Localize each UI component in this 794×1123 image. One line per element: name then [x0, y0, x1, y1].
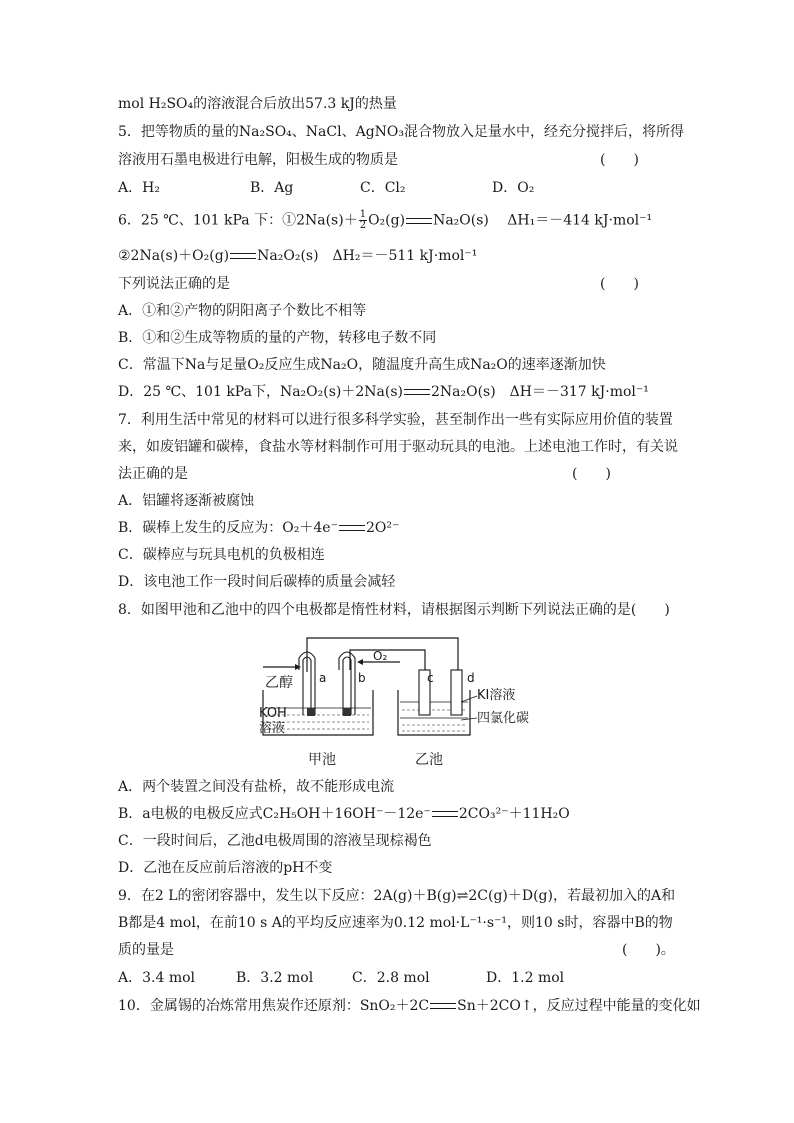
eq2-left: ②2Na(s)＋O₂(g) [118, 248, 230, 264]
question-9-stem-cont: B都是4 mol，在前10 s A的平均反应速率为0.12 mol·L⁻¹·s⁻¹，则10 s时，容器中B的物 [118, 915, 673, 931]
leader-line [461, 696, 477, 702]
label-d: d [467, 671, 475, 685]
equals-sign-icon [339, 525, 365, 531]
option-c: C．2.8 mol [352, 970, 430, 986]
option-b-right: 2CO₃²⁻＋11H₂O [458, 806, 570, 822]
fraction [359, 210, 367, 231]
label-ccl4: 四氯化碳 [477, 711, 530, 726]
label-a: a [319, 671, 327, 685]
option-c: C．Cl₂ [360, 180, 406, 196]
q10-right: Sn＋2CO↑，反应过程中能量的变化如 [457, 998, 701, 1014]
option-d-left: D．25 ℃、101 kPa下，Na₂O₂(s)＋2Na(s) [118, 384, 403, 400]
option-b [118, 804, 570, 824]
fraction-denominator: 2 [359, 220, 367, 231]
answer-blank: ( )。 [622, 942, 675, 958]
option-a: A．3.4 mol [118, 970, 196, 986]
option-d: D．O₂ [492, 180, 535, 196]
question-6-eq2 [118, 246, 477, 266]
equals-sign-icon [432, 811, 458, 817]
label-koh: KOH [259, 706, 287, 721]
option-d: D．该电池工作一段时间后碳棒的质量会减轻 [118, 574, 396, 590]
question-7-stem-end: 法正确的是 [118, 466, 188, 482]
option-d: D．乙池在反应前后溶液的pH不变 [118, 860, 333, 876]
eq2-right: Na₂O₂(s) ΔH₂＝－511 kJ·mol⁻¹ [257, 248, 478, 264]
label-ethanol: 乙醇 [265, 675, 293, 691]
question-10-stem [118, 996, 701, 1016]
question-6-stem [118, 210, 652, 231]
question-6-prompt: 下列说法正确的是 [118, 276, 230, 292]
q6-pre: 6．25 ℃、101 kPa 下：①2Na(s)＋ [118, 212, 358, 229]
option-c: C．常温下Na与足量O₂反应生成Na₂O，随温度升高生成Na₂O的速率逐渐加快 [118, 357, 606, 373]
option-a: A．两个装置之间没有盐桥，故不能形成电流 [118, 779, 395, 795]
label-oxygen: O₂ [373, 649, 388, 663]
option-b-right: 2O²⁻ [365, 520, 400, 536]
option-a: A．铝罐将逐渐被腐蚀 [118, 493, 255, 509]
electrode-b [339, 652, 355, 716]
equals-sign-icon [230, 253, 256, 259]
question-7-stem: 7．利用生活中常见的材料可以进行很多科学实验，甚至制作出一些有实际应用价值的装置 [118, 412, 673, 428]
option-a: A．①和②产物的阴阳离子个数比不相等 [118, 303, 367, 319]
option-b-left: B．碳棒上发生的反应为：O₂＋4e⁻ [118, 520, 338, 536]
option-a: A．H₂ [118, 180, 160, 196]
question-9-stem-end: 质的量是 [118, 942, 174, 958]
answer-blank: ( ) [600, 276, 639, 292]
label-b: b [358, 671, 366, 685]
q6-mid: O₂(g) [368, 212, 406, 229]
option-b: B．3.2 mol [236, 970, 314, 986]
label-ki: KI溶液 [477, 688, 516, 703]
option-b [118, 518, 399, 538]
arrow-head-icon [357, 659, 363, 665]
arrow-head-icon [295, 664, 301, 670]
equals-sign-icon [406, 218, 432, 224]
option-b: B．Ag [250, 180, 294, 196]
label-yi: 乙池 [415, 752, 443, 768]
answer-blank: ( ) [600, 152, 639, 168]
label-solution: 溶液 [259, 721, 286, 736]
option-b-left: B．a电极的电极反应式C₂H₅OH＋16OH⁻－12e⁻ [118, 806, 431, 822]
electrode-d [451, 670, 462, 715]
answer-blank: ( ) [572, 466, 611, 482]
label-c: c [427, 671, 434, 685]
electrolysis-diagram [255, 630, 555, 775]
text-line: mol H₂SO₄的溶液混合后放出57.3 kJ的热量 [118, 96, 397, 112]
question-9-stem: 9．在2 L的密闭容器中，发生以下反应：2A(g)＋B(g)⇌2C(g)＋D(g)，若最初加入的A和 [118, 888, 676, 904]
option-b: B．①和②生成等物质的量的产物，转移电子数不同 [118, 330, 437, 346]
question-5-stem-cont: 溶液用石墨电极进行电解，阳极生成的物质是 [118, 152, 398, 168]
option-c: C．一段时间后，乙池d电极周围的溶液呈现棕褐色 [118, 833, 432, 849]
question-8-stem: 8．如图甲池和乙池中的四个电极都是惰性材料，请根据图示判断下列说法正确的是( ) [118, 602, 670, 618]
option-c: C．碳棒应与玩具电机的负极相连 [118, 547, 325, 563]
option-d: D．1.2 mol [486, 970, 565, 986]
question-7-stem-cont: 来，如废铝罐和碳棒，食盐水等材料制作可用于驱动玩具的电池。上述电池工作时，有关说 [118, 439, 678, 455]
label-jia: 甲池 [308, 752, 336, 768]
q6-post: Na₂O(s) ΔH₁＝－414 kJ·mol⁻¹ [433, 212, 653, 229]
equals-sign-icon [430, 1003, 456, 1009]
fraction-numerator: 1 [359, 209, 367, 220]
q10-left: 10．金属锡的冶炼常用焦炭作还原剂：SnO₂＋2C [118, 998, 430, 1014]
question-5-stem: 5．把等物质的量的Na₂SO₄、NaCl、AgNO₃混合物放入足量水中，经充分搅拌后，将所得 [118, 124, 684, 140]
option-d [118, 382, 649, 402]
equals-sign-icon [404, 389, 430, 395]
option-d-right: 2Na₂O(s) ΔH＝－317 kJ·mol⁻¹ [430, 384, 649, 400]
